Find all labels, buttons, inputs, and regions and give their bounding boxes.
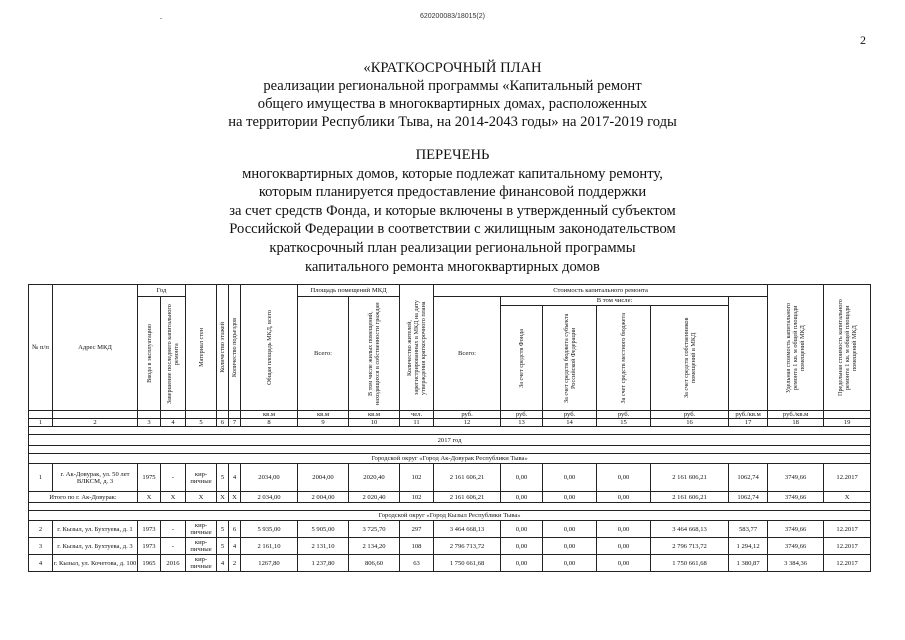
header-premises-citizens: В том числе жилых помещений, находящихся в собственности граждан (367, 302, 382, 405)
row-cost-total: 2 796 713,72 (434, 538, 501, 555)
unit-cell: руб. (501, 411, 543, 419)
row-subject: 0,00 (543, 464, 597, 492)
column-number: 5 (186, 419, 217, 427)
header-year-last-repair: Завершение последнего капитального ремонта (166, 303, 180, 404)
row-unit-cost: 1 380,87 (729, 555, 768, 572)
header-subject-budget: За счет средств бюджета субъекта Российской Федерации (562, 313, 577, 403)
row-total-area: 2 161,10 (241, 538, 298, 555)
row-subject: 0,00 (543, 521, 597, 538)
header-fund: За счет средств Фонда (518, 328, 526, 388)
row-year-in: 1973 (138, 521, 161, 538)
row-floors: 4 (217, 555, 229, 572)
unit-cell: руб. (597, 411, 651, 419)
header-total-area: Общая площадь МКД, всего (265, 310, 273, 385)
column-number: 18 (768, 419, 824, 427)
total-unit-cost: 1062,74 (729, 492, 768, 503)
row-owners: 2 161 606,21 (651, 464, 729, 492)
column-numbers-row (29, 419, 871, 427)
row-subject: 0,00 (543, 538, 597, 555)
row-year-in: 1965 (138, 555, 161, 572)
row-local: 0,00 (597, 555, 651, 572)
perechen-line-1: многоквартирных домов, которые подлежат капитальному ремонту, (242, 165, 663, 182)
year-section-label: 2017 год (29, 435, 871, 446)
column-number: 16 (651, 419, 729, 427)
row-entrances: 2 (229, 555, 241, 572)
page-number: 2 (860, 33, 866, 47)
row-owners: 2 796 713,72 (651, 538, 729, 555)
unit-cell: кв.м (241, 411, 298, 419)
total-owners: 2 161 606,21 (651, 492, 729, 503)
total-x: X (138, 492, 161, 503)
row-address: г. Кызыл, ул. Бухтуева, д. 3 (53, 538, 138, 555)
column-number: 14 (543, 419, 597, 427)
district-label: Городской округ «Город Ак-Довурак Республики Тыва» (29, 454, 871, 464)
unit-cell: руб. (651, 411, 729, 419)
column-number: 6 (217, 419, 229, 427)
column-number: 19 (824, 419, 871, 427)
row-num: 4 (29, 555, 53, 572)
header-premises-group: Площадь помещений МКД (298, 285, 400, 297)
row-address: г. Ак-Довурак, ул. 50 лет ВЛКСМ, д. 3 (53, 464, 138, 492)
row-fund: 0,00 (501, 521, 543, 538)
header-num: № п/п (29, 285, 53, 411)
total-date: X (824, 492, 871, 503)
title-line-1: «КРАТКОСРОЧНЫЙ ПЛАН (363, 60, 542, 76)
title-line-2: реализации региональной программы «Капитальный ремонт (263, 78, 642, 94)
unit-cell: чел. (400, 411, 434, 419)
unit-cell: кв.м (349, 411, 400, 419)
row-residents: 63 (400, 555, 434, 572)
row-floors: 5 (217, 464, 229, 492)
row-num: 1 (29, 464, 53, 492)
row-cost-total: 1 750 661,68 (434, 555, 501, 572)
row-prem-citizens: 3 725,70 (349, 521, 400, 538)
row-num: 3 (29, 538, 53, 555)
row-fund: 0,00 (501, 555, 543, 572)
total-local: 0,00 (597, 492, 651, 503)
row-year-in: 1973 (138, 538, 161, 555)
row-owners: 3 464 668,13 (651, 521, 729, 538)
total-prem-total: 2 004,00 (298, 492, 349, 503)
column-number: 1 (29, 419, 53, 427)
plan-table (28, 284, 871, 572)
row-entrances: 6 (229, 521, 241, 538)
header-premises-total: Всего: (298, 297, 349, 411)
header-cost-group: Стоимость капитального ремонта (434, 285, 768, 297)
row-local: 0,00 (597, 538, 651, 555)
unit-cell: руб./кв.м (768, 411, 824, 419)
table-row (29, 538, 871, 555)
row-prem-citizens: 2 134,20 (349, 538, 400, 555)
row-max-cost: 3749,66 (768, 538, 824, 555)
row-residents: 108 (400, 538, 434, 555)
row-floors: 5 (217, 538, 229, 555)
column-number: 13 (501, 419, 543, 427)
unit-cell: руб. (434, 411, 501, 419)
total-row (29, 492, 871, 503)
column-number: 4 (161, 419, 186, 427)
row-owners: 1 750 661,68 (651, 555, 729, 572)
header-address: Адрес МКД (53, 285, 138, 411)
row-residents: 297 (400, 521, 434, 538)
row-material: кир-пичные (186, 538, 217, 555)
perechen-line-3: за счет средств Фонда, и которые включены в утвержденный субъектом (229, 202, 676, 219)
unit-cell: кв.м (298, 411, 349, 419)
column-number: 11 (400, 419, 434, 427)
row-entrances: 4 (229, 464, 241, 492)
row-prem-total: 5 905,00 (298, 521, 349, 538)
row-prem-total: 1 237,80 (298, 555, 349, 572)
total-area: 2 034,00 (241, 492, 298, 503)
row-prem-citizens: 806,60 (349, 555, 400, 572)
row-date: 12.2017 (824, 464, 871, 492)
column-number: 7 (229, 419, 241, 427)
header-local-budget: За счет средств местного бюджета (620, 312, 628, 404)
row-year-rep: - (161, 464, 186, 492)
row-address: г. Кызыл, ул. Кочетова, д. 100 (53, 555, 138, 572)
row-cost-total: 3 464 668,13 (434, 521, 501, 538)
row-residents: 102 (400, 464, 434, 492)
row-fund: 0,00 (501, 464, 543, 492)
row-unit-cost: 1062,74 (729, 464, 768, 492)
row-address: г. Кызыл, ул. Бухтуева, д. 1 (53, 521, 138, 538)
column-number: 9 (298, 419, 349, 427)
column-number: 17 (729, 419, 768, 427)
perechen-line-6: капитального ремонта многоквартирных домов (305, 258, 600, 275)
row-prem-citizens: 2020,40 (349, 464, 400, 492)
title-line-4: на территории Республики Тыва, на 2014-2043 годы» на 2017-2019 годы (228, 114, 677, 130)
header-max-cost: Предельная стоимость капитального ремонта 1 кв. м общей площади помещений МКД (836, 299, 858, 396)
row-year-in: 1975 (138, 464, 161, 492)
district-label: Городской округ «Город Кызыл Республики Тыва» (29, 511, 871, 521)
column-number: 10 (349, 419, 400, 427)
row-year-rep: - (161, 521, 186, 538)
row-year-rep: - (161, 538, 186, 555)
row-max-cost: 3749,66 (768, 521, 824, 538)
column-number: 12 (434, 419, 501, 427)
header-year-group: Год (138, 285, 186, 297)
row-total-area: 1267,80 (241, 555, 298, 572)
total-prem-citizens: 2 020,40 (349, 492, 400, 503)
perechen-line-5: краткосрочный план реализации региональной программы (269, 239, 636, 256)
row-material: кир-пичные (186, 521, 217, 538)
total-subject: 0,00 (543, 492, 597, 503)
row-fund: 0,00 (501, 538, 543, 555)
total-residents: 102 (400, 492, 434, 503)
row-max-cost: 3 384,36 (768, 555, 824, 572)
row-prem-total: 2004,00 (298, 464, 349, 492)
header-owners: За счет средств собственников помещений в МКД (682, 317, 697, 399)
row-date: 12.2017 (824, 538, 871, 555)
column-number: 15 (597, 419, 651, 427)
unit-cell: руб./кв.м (729, 411, 768, 419)
total-label: Итого по г. Ак-Довурак: (29, 492, 138, 503)
column-number: 3 (138, 419, 161, 427)
row-floors: 5 (217, 521, 229, 538)
row-entrances: 4 (229, 538, 241, 555)
row-local: 0,00 (597, 521, 651, 538)
row-date: 12.2017 (824, 555, 871, 572)
title-line-3: общего имущества в многоквартирных домах, расположенных (257, 96, 648, 112)
total-cost-total: 2 161 606,21 (434, 492, 501, 503)
total-x: X (161, 492, 186, 503)
table-row (29, 521, 871, 538)
total-x: X (217, 492, 229, 503)
plan-title (0, 59, 905, 131)
row-material: кир-пичные (186, 555, 217, 572)
header-cost-total: Всего: (434, 297, 501, 411)
row-local: 0,00 (597, 464, 651, 492)
header-unit-cost: Удельная стоимость капитального ремонта 1 кв. м общей площади помещений МКД (785, 302, 807, 393)
row-unit-cost: 1 294,12 (729, 538, 768, 555)
header-floors: Количество этажей (219, 322, 227, 373)
header-entrances: Количество подъездов (231, 317, 239, 378)
row-max-cost: 3749,66 (768, 464, 824, 492)
row-material: кир-пичные (186, 464, 217, 492)
row-unit-cost: 583,77 (729, 521, 768, 538)
units-row (29, 411, 871, 419)
table-row (29, 464, 871, 492)
perechen-line-4: Российской Федерации в соответствии с жилищным законодательством (229, 221, 676, 238)
unit-cell: руб. (543, 411, 597, 419)
total-max-cost: 3749,66 (768, 492, 824, 503)
table-row (29, 555, 871, 572)
row-prem-total: 2 131,10 (298, 538, 349, 555)
row-total-area: 2034,00 (241, 464, 298, 492)
document-number: 620200083/18015(2) (419, 13, 485, 20)
total-x: X (186, 492, 217, 503)
row-date: 12.2017 (824, 521, 871, 538)
header-incl: В том числе: (501, 297, 729, 306)
total-x: X (229, 492, 241, 503)
row-subject: 0,00 (543, 555, 597, 572)
header-year-commission: Ввода в эксплуатацию (145, 324, 153, 383)
column-number: 2 (53, 419, 138, 427)
perechen-block (0, 146, 905, 276)
perechen-heading: ПЕРЕЧЕНЬ (415, 147, 490, 163)
stray-dot: . (160, 12, 162, 21)
column-number: 8 (241, 419, 298, 427)
header-wall-material: Материал стен (197, 328, 205, 367)
header-residents: Количество жителей, зарегистрированных в МКД на дату утверждения краткосрочного плана (406, 300, 428, 395)
row-total-area: 5 935,00 (241, 521, 298, 538)
row-num: 2 (29, 521, 53, 538)
row-year-rep: 2016 (161, 555, 186, 572)
total-fund: 0,00 (501, 492, 543, 503)
perechen-line-2: которым планируется предоставление финансовой поддержки (258, 184, 647, 201)
row-cost-total: 2 161 606,21 (434, 464, 501, 492)
